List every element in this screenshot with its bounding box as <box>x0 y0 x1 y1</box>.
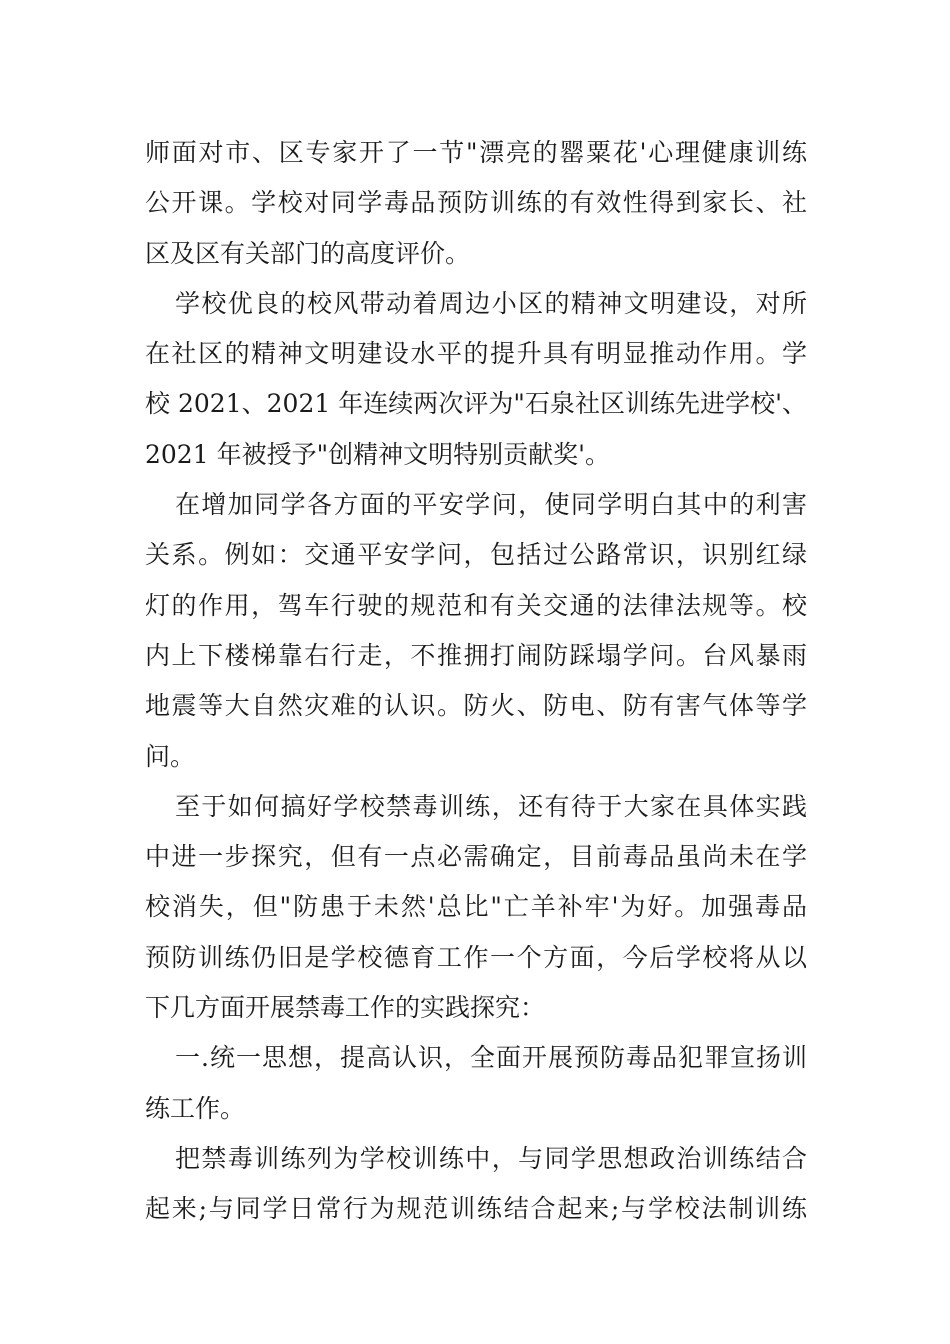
text-line: 在社区的精神文明建设水平的提升具有明显推动作用。学 <box>145 339 807 369</box>
text-line: 区及区有关部门的高度评价。 <box>145 238 471 268</box>
text-line: 问。 <box>145 741 196 771</box>
paragraph-first-line: 学校优良的校风带动着周边小区的精神文明建设，对所 <box>175 288 807 318</box>
text-line: 公开课。学校对同学毒品预防训练的有效性得到家长、社 <box>145 188 807 218</box>
paragraph-first-line: 把禁毒训练列为学校训练中，与同学思想政治训练结合 <box>175 1143 807 1173</box>
text-line: 关系。例如：交通平安学问，包括过公路常识，识别红绿 <box>145 540 807 570</box>
text-line: 师面对市、区专家开了一节"漂亮的罂粟花'心理健康训练 <box>145 138 807 167</box>
paragraph-first-line: 在增加同学各方面的平安学问，使同学明白其中的利害 <box>175 490 807 520</box>
text-line: 内上下楼梯靠右行走，不推拥打闹防踩塌学问。台风暴雨 <box>145 640 807 670</box>
text-line: 地震等大自然灾难的认识。防火、防电、防有害气体等学 <box>145 691 807 721</box>
text-line: 中进一步探究，但有一点必需确定，目前毒品虽尚未在学 <box>145 842 807 872</box>
text-line: 校消失，但"防患于未然'总比"亡羊补牢'为好。加强毒品 <box>145 892 807 922</box>
text-line: 练工作。 <box>145 1093 246 1123</box>
text-line: 灯的作用，驾车行驶的规范和有关交通的法律法规等。校 <box>145 590 807 620</box>
text-line: 校 2021、2021 年连续两次评为"石泉社区训练先进学校'、 <box>145 389 807 419</box>
text-line: 2021 年被授予"创精神文明特别贡献奖'。 <box>145 439 610 469</box>
text-line: 预防训练仍旧是学校德育工作一个方面，今后学校将从以 <box>145 942 807 972</box>
text-line: 起来;与同学日常行为规范训练结合起来;与学校法制训练 <box>145 1194 807 1224</box>
document-body <box>145 128 807 1235</box>
paragraph-first-line: 至于如何搞好学校禁毒训练，还有待于大家在具体实践 <box>175 791 807 821</box>
section-heading: 一.统一思想，提高认识，全面开展预防毒品犯罪宣扬训 <box>175 1043 807 1073</box>
text-line: 下几方面开展禁毒工作的实践探究： <box>145 993 546 1023</box>
